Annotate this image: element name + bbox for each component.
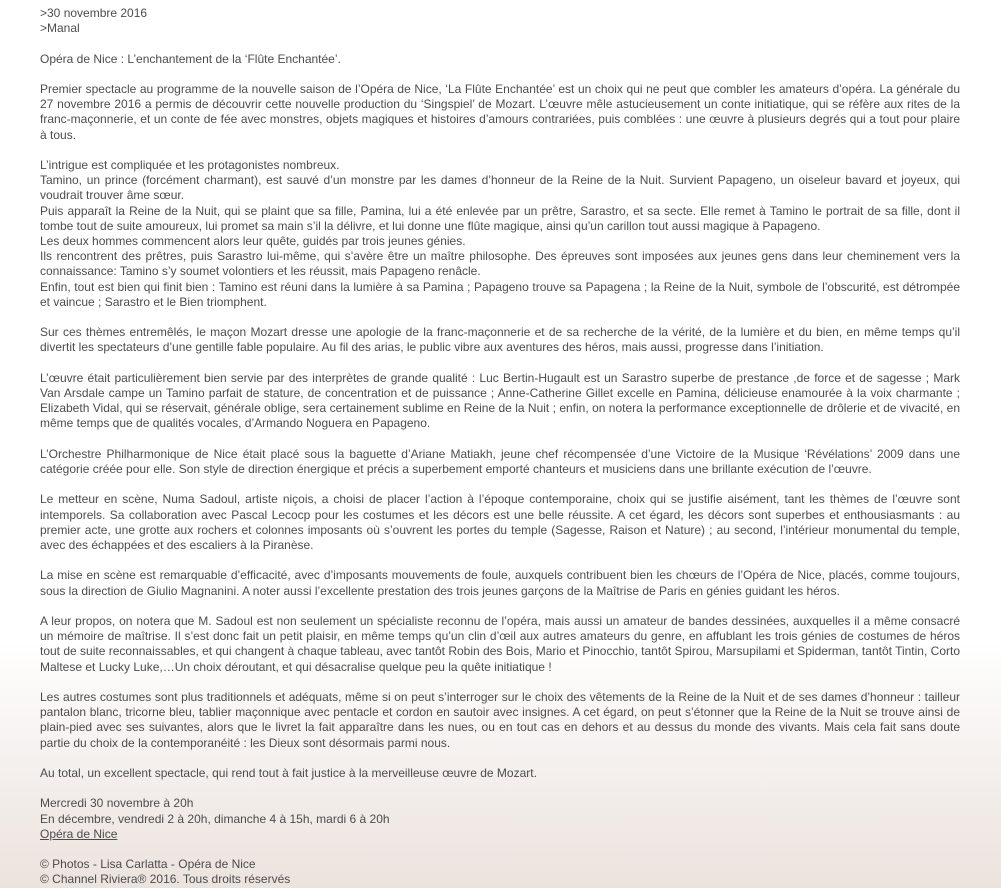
- chorus-paragraph: La mise en scène est remarquable d’efficacité, avec d’imposants mouvements de foule, auxquels contribuent bien les chœurs de l’Opéra de Nice, placés, comme toujours, sous la direction de Giulio Magnanini. A noter aussi l’excellente prestation des trois jeunes garçons de la Maîtrise de Paris en génies guidant les héros.: [40, 568, 960, 598]
- article-title: Opéra de Nice : L’enchantement de la ‘Flûte Enchantée’.: [40, 51, 341, 66]
- comics-paragraph: A leur propos, on notera que M. Sadoul est non seulement un spécialiste reconnu de l’opéra, mais aussi un amateur de bandes dessinées, auxquelles il a même consacré un mémoire de maîtrise. Il s’est donc fait un petit plaisir, en même temps qu’un clin d’œil aux autres amateurs du genre, en affublant les trois génies de costumes de héros tout de suite reconnaissables, et qui changent à chaque tableau, avec tantôt Robin des Bois, Mario et Pinocchio, tantôt Spirou, Marsupilami et Spiderman, tantôt Tintin, Corto Maltese et Lucky Luke,…Un choix déroutant, et qui désacralise quelque peu la quête initiatique !: [40, 613, 960, 674]
- plot-paragraph-4: Ils rencontrent des prêtres, puis Sarastro lui-même, qui s’avère être un maître philosophe. Des épreuves sont imposées aux jeunes gens dans leur cheminement vers la connaissance: Tamino s’y soumet volontiers et les réussit, mais Papageno renâcle.: [40, 249, 960, 279]
- costumes-paragraph: Les autres costumes sont plus traditionnels et adéquats, même si on peut s’interroger sur le choix des vêtements de la Reine de la Nuit et de ses dames d’honneur : tailleur pantalon blanc, tricorne bleu, tablier maçonnique avec pentacle et cordon en sautoir avec insignes. A cet égard, on peut s’étonner que la Reine de la Nuit se trouve ainsi de plain-pied avec ses suivantes, alors que le livret la fait apparaître dans les nues, ou en tout cas en dehors et au dessus du monde des vivants. Mais cela fait sans doute partie du choix de la contemporanéité : les Dieux sont désormais parmi nous.: [40, 689, 960, 750]
- article-page: [40, 6, 960, 888]
- schedule-line-1: Mercredi 30 novembre à 20h: [40, 796, 194, 811]
- cast-paragraph: L’œuvre était particulièrement bien servie par des interprètes de grande qualité : Luc Bertin-Hugault est un Sarastro superbe de prestance ,de force et de sagesse ; Mark Van Arsdale campe un Tamino parfait de stature, de concentration et de puissance ; Anne-Catherine Gillet excelle en Pamina, délicieuse enamourée à la voix charmante ; Elizabeth Vidal, qui se réservait, générale oblige, sera certainement sublime en Reine de la Nuit ; enfin, on notera la performance exceptionnelle de drôlerie et de vivacité, en même temps que de qualités vocales, d’Armando Noguera en Papageno.: [40, 370, 960, 431]
- conclusion-paragraph: Au total, un excellent spectacle, qui rend tout à fait justice à la merveilleuse œuvre de Mozart.: [40, 765, 537, 780]
- intro-paragraph: Premier spectacle au programme de la nouvelle saison de l’Opéra de Nice, ‘La Flûte Enchantée’ est un choix qui ne peut que combler les amateurs d’opéra. La générale du 27 novembre 2016 a permis de découvrir cette nouvelle production du ‘Singspiel’ de Mozart. L’œuvre mêle astucieusement un conte initiatique, qui se réfère aux rites de la franc-maçonnerie, et un conte de fée avec monstres, objets magiques et histoires d’amours contrariées, puis comblées : une œuvre à plusieurs degrés qui a tout pour plaire à tous.: [40, 81, 960, 142]
- copyright-notice: © Channel Riviera® 2016. Tous droits réservés: [40, 872, 291, 887]
- plot-paragraph-5: Enfin, tout est bien qui finit bien : Tamino est réuni dans la lumière à sa Pamina ; Papageno trouve sa Papagena ; la Reine de la Nuit, symbole de l’obscurité, est détrompée et vaincue ; Sarastro et le Bien triomphent.: [40, 279, 960, 309]
- plot-paragraph-2: Puis apparaît la Reine de la Nuit, qui se plaint que sa fille, Pamina, lui a été enlevée par un prêtre, Sarastro, et sa secte. Elle remet à Tamino le portrait de sa fille, dont il tombe tout de suite amoureux, lui promet sa main s’il la délivre, et lui donne une flûte magique, ainsi qu’un carillon tout aussi magique à Papageno.: [40, 203, 960, 233]
- photo-credit: © Photos - Lisa Carlatta - Opéra de Nice: [40, 857, 256, 872]
- plot-paragraph-1: Tamino, un prince (forcément charmant), est sauvé d’un monstre par les dames d’honneur de la Reine de la Nuit. Survient Papageno, un oiseleur bavard et joyeux, qui voudrait trouver âme sœur.: [40, 173, 960, 203]
- post-author: >Manal: [40, 21, 80, 36]
- themes-paragraph: Sur ces thèmes entremêlés, le maçon Mozart dresse une apologie de la franc-maçonnerie et de sa recherche de la vérité, de la lumière et du bien, en même temps qu’il divertit les spectateurs d’une gentille fable populaire. Au fil des arias, le public vibre aux aventures des héros, mais aussi, progresse dans l’initiation.: [40, 325, 960, 355]
- opera-de-nice-link[interactable]: Opéra de Nice: [40, 826, 118, 841]
- plot-paragraph-3: Les deux hommes commencent alors leur quête, guidés par trois jeunes génies.: [40, 234, 466, 248]
- schedule-line-2: En décembre, vendredi 2 à 20h, dimanche 4 à 15h, mardi 6 à 20h: [40, 811, 390, 826]
- post-date: >30 novembre 2016: [40, 6, 148, 20]
- orchestra-paragraph: L’Orchestre Philharmonique de Nice était placé sous la baguette d’Ariane Matiakh, jeune chef récompensée d’une Victoire de la Musique ‘Révélations’ 2009 dans une catégorie créée pour elle. Son style de direction énergique et précis a superbement emporté chanteurs et musiciens dans une brillante exécution de l’œuvre.: [40, 446, 960, 476]
- venue-line: [40, 827, 960, 842]
- staging-paragraph: Le metteur en scène, Numa Sadoul, artiste niçois, a choisi de placer l’action à l’époque contemporaine, choix qui se justifie aisément, tant les thèmes de l’œuvre sont intemporels. Sa collaboration avec Pascal Lecocp pour les costumes et les décors est une belle réussite. A cet égard, les décors sont superbes et enthousiasmants : au premier acte, une grotte aux rochers et colonnes imposants où s’ouvrent les portes du temple (Sagesse, Raison et Nature) ; au second, l’intérieur monumental du temple, avec des échappées et des escaliers à la Piranèse.: [40, 492, 960, 552]
- plot-intro: L’intrigue est compliquée et les protagonistes nombreux.: [40, 157, 340, 172]
